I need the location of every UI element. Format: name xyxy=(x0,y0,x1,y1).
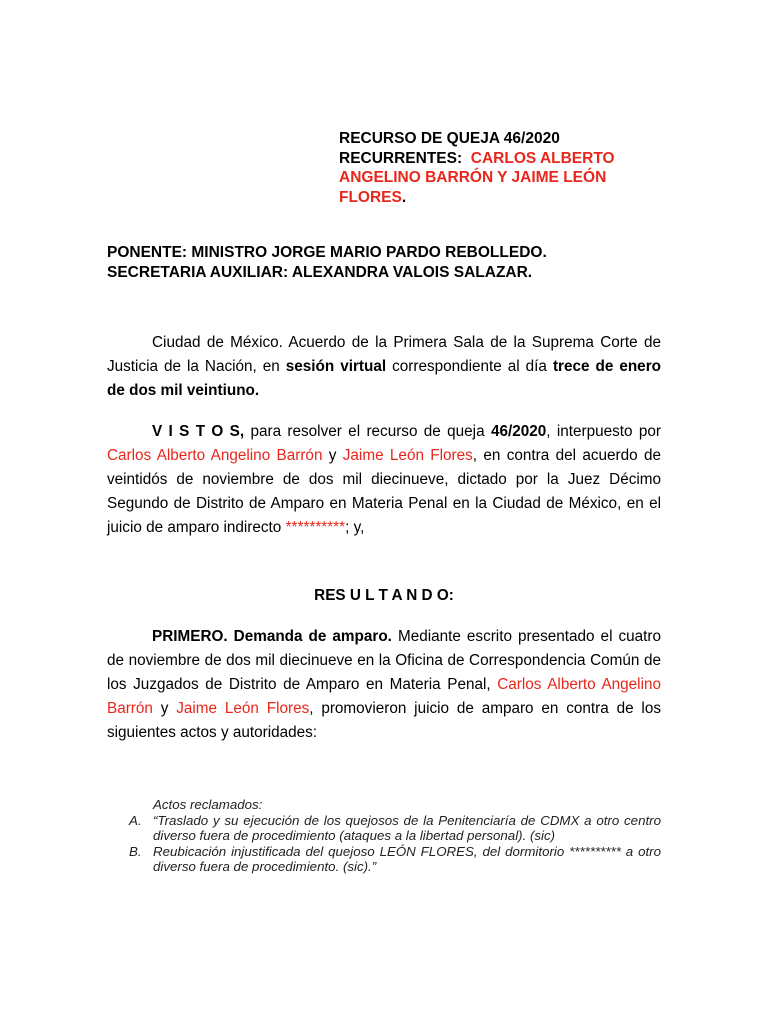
resultando-heading: RES U L T A N D O: xyxy=(314,587,454,604)
para2-text-1: para resolver el recurso de queja xyxy=(244,423,491,440)
para2-name-1: Carlos Alberto Angelino Barrón xyxy=(107,447,323,464)
para1-bold-2: trece de enero de dos mil veintiuno. xyxy=(107,358,661,399)
quote-title: Actos reclamados: xyxy=(153,797,263,812)
recurrentes-names-3: FLORES xyxy=(339,188,402,206)
para3-name-1: Carlos Alberto Angelino Barrón xyxy=(107,676,661,717)
para3-text-1: Mediante escrito presentado el cuatro de noviembre de dos mil diecinueve en la Oficina de Correspondencia Común de los Juzgados de Distrito de Amparo en Materia Penal, xyxy=(107,628,662,693)
para2-case-number: 46/2020 xyxy=(490,423,547,440)
actos-reclamados-quote xyxy=(129,797,661,875)
vistos-heading: V I S T O S, xyxy=(152,423,245,440)
case-header xyxy=(339,129,662,207)
para1-text-1: Ciudad de México. Acuerdo de la Primera Sala de la Suprema Corte de Justicia de la Nación, en xyxy=(107,334,661,375)
para3-text-2: y xyxy=(152,700,177,717)
para2-redacted: ********** xyxy=(285,519,346,536)
primero-heading: PRIMERO. Demanda de amparo. xyxy=(152,628,392,645)
recurrentes-names-2: ANGELINO BARRÓN Y JAIME LEÓN xyxy=(339,169,607,186)
quote-item-marker: B. xyxy=(129,843,142,859)
secretaria-line: SECRETARIA AUXILIAR: ALEXANDRA VALOIS SALAZAR. xyxy=(107,263,533,281)
para2-text-5: ; y, xyxy=(345,519,365,536)
para3-text-3: , promovieron juicio de amparo en contra de los siguientes actos y autoridades: xyxy=(107,700,661,741)
quote-item-text: “Traslado y su ejecución de los quejosos de la Penitenciaría de CDMX a otro centro diverso fuera de procedimiento (ataques a la libertad personal). (sic) xyxy=(153,812,661,844)
quote-item-marker: A. xyxy=(129,812,142,828)
paragraph-vistos xyxy=(107,420,661,540)
case-number-line: RECURSO DE QUEJA 46/2020 xyxy=(339,130,560,147)
para1-text-2: correspondiente al día xyxy=(386,358,553,375)
recurrentes-line-3 xyxy=(339,188,662,208)
para1-bold-1: sesión virtual xyxy=(285,358,387,375)
para2-text-4: , en contra del acuerdo de veintidós de noviembre de dos mil diecinueve, dictado por la Juez Décimo Segundo de Distrito de Amparo en Materia Penal en la Ciudad de México, en el juicio de amparo indirecto xyxy=(107,447,661,536)
para3-name-2: Jaime León Flores xyxy=(176,700,310,717)
para2-text-2: , interpuesto por xyxy=(546,423,661,440)
quote-item xyxy=(129,813,661,844)
quote-item xyxy=(129,844,661,875)
para2-text-3: y xyxy=(322,447,343,464)
header-period: . xyxy=(401,188,407,206)
recurrentes-label: RECURRENTES: xyxy=(339,149,463,167)
para2-name-2: Jaime León Flores xyxy=(342,447,473,464)
ponente-block xyxy=(107,243,667,282)
recurrentes-names-1: CARLOS ALBERTO xyxy=(470,149,615,167)
ponente-line: PONENTE: MINISTRO JORGE MARIO PARDO REBOLLEDO. xyxy=(107,244,547,261)
paragraph-primero xyxy=(107,625,661,745)
recurrentes-line xyxy=(339,149,662,169)
paragraph-intro xyxy=(107,331,661,403)
quote-item-text: Reubicación injustificada del quejoso LEÓN FLORES, del dormitorio ********** a otro diverso fuera de procedimiento. (sic).” xyxy=(153,843,661,875)
